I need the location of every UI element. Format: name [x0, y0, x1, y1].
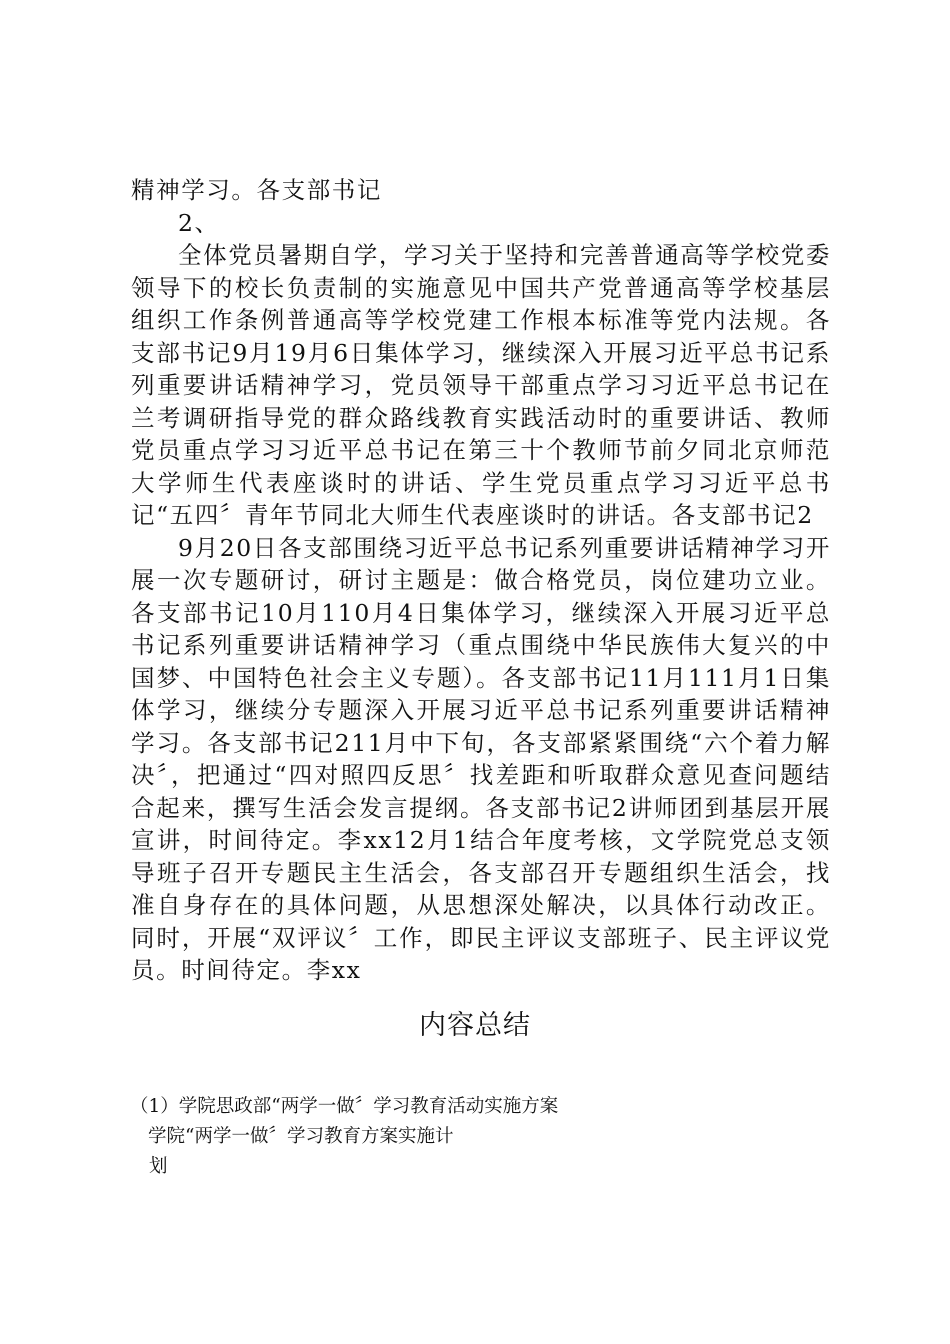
- summary-heading: 内容总结: [419, 1010, 531, 1041]
- document-body: [131, 174, 831, 987]
- paragraph-4: 9月20日各支部围绕习近平总书记系列重要讲话精神学习开展一次专题研讨，研讨主题是：做合格党员，岗位建功立业。各支部书记10月110月4日集体学习，继续深入开展习近平总书记系列重要讲话精神学习（重点围绕中华民族伟大复兴的中国梦、中国特色社会主义专题）。各支部书记11月111月1日集体学习，继续分专题深入开展习近平总书记系列重要讲话精神学习。各支部书记211月中下旬，各支部紧紧围绕“六个着力解决〞，把通过“四对照四反思〞找差距和听取群众意见查问题结合起来，撰写生活会发言提纲。各支部书记2讲师团到基层开展宣讲，时间待定。李xx12月1结合年度考核，文学院党总支领导班子召开专题民主生活会，各支部召开专题组织生活会，找准自身存在的具体问题，从思想深处解决，以具体行动改正。同时，开展“双评议〞工作，即民主评议支部班子、民主评议党员。时间待定。李xx: [131, 533, 831, 984]
- paragraph-2: 2、: [178, 208, 220, 237]
- paragraph-3: 全体党员暑期自学，学习关于坚持和完善普通高等学校党委领导下的校长负责制的实施意见中国共产党普通高等学校基层组织工作条例普通高等学校党建工作根本标准等党内法规。各支部书记9月19月6日集体学习，继续深入开展习近平总书记系列重要讲话精神学习，党员领导干部重点学习习近平总书记在兰考调研指导党的群众路线教育实践活动时的重要讲话、教师党员重点学习习近平总书记在第三十个教师节前夕同北京师范大学师生代表座谈时的讲话、学生党员重点学习习近平总书记“五四〞青年节同北大师生代表座谈时的讲话。各支部书记2: [131, 241, 831, 529]
- summary-line-2: 学院“两学一做〞学习教育方案实施计: [148, 1126, 454, 1147]
- paragraph-1: 精神学习。各支部书记: [131, 176, 382, 204]
- summary-line-3: 划: [149, 1156, 168, 1177]
- summary-section: [130, 1092, 690, 1182]
- summary-line-1: （1）学院思政部“两学一做〞学习教育活动实施方案: [130, 1096, 559, 1117]
